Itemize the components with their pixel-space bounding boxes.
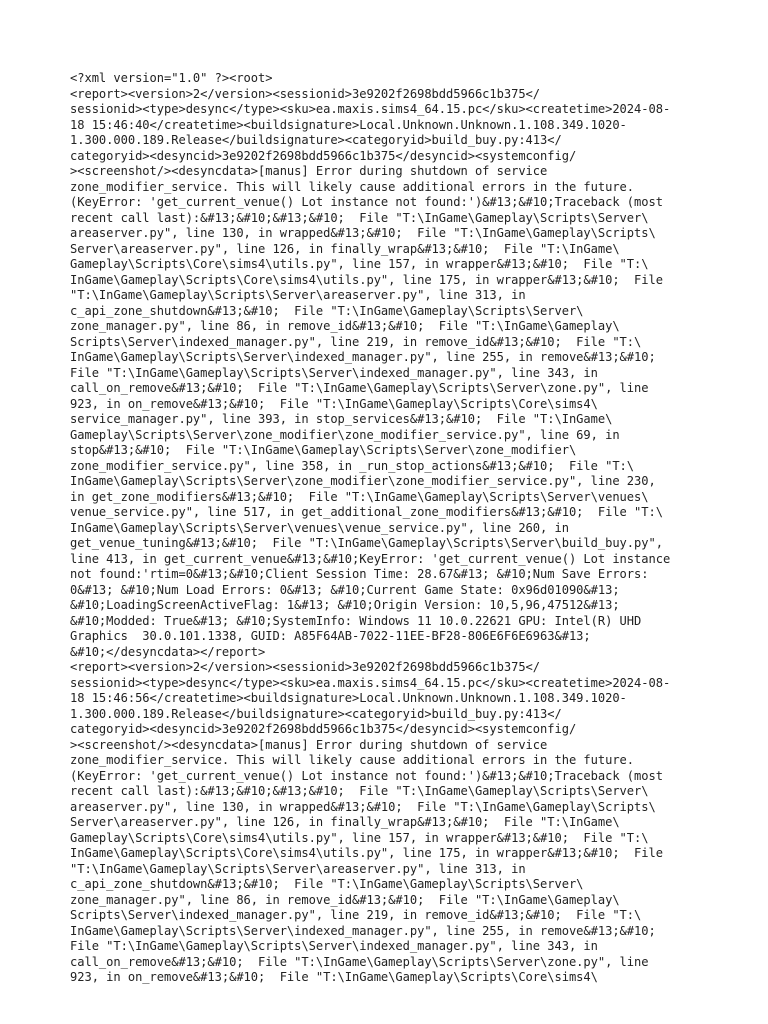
text-line: Server\areaserver.py", line 126, in finally_wrap&#13;&#10; File "T:\InGame\ — [70, 241, 620, 256]
text-line: Gameplay\Scripts\Core\sims4\utils.py", line 157, in wrapper&#13;&#10; File "T:\ — [70, 830, 649, 845]
text-line: Server\areaserver.py", line 126, in finally_wrap&#13;&#10; File "T:\InGame\ — [70, 815, 620, 829]
text-line: (KeyError: 'get_current_venue() Lot instance not found:')&#13;&#10;Traceback (most — [70, 195, 663, 209]
text-line: InGame\Gameplay\Scripts\Core\sims4\utils.py", line 175, in wrapper&#13;&#10; File — [70, 272, 663, 287]
text-line: 1.300.000.189.Release</buildsignature><categoryid>build_buy.py:413</ — [70, 706, 562, 721]
text-line: 923, in on_remove&#13;&#10; File "T:\InGame\Gameplay\Scripts\Core\sims4\ — [70, 970, 598, 984]
text-line: zone_modifier_service. This will likely cause additional errors in the future. — [70, 179, 635, 194]
text-line: InGame\Gameplay\Scripts\Core\sims4\utils.py", line 175, in wrapper&#13;&#10; File — [70, 846, 663, 860]
text-line: Scripts\Server\indexed_manager.py", line 219, in remove_id&#13;&#10; File "T:\ — [70, 908, 642, 922]
text-line: &#10;LoadingScreenActiveFlag: 1&#13; &#10;Origin Version: 10,5,96,47512&#13; — [70, 598, 620, 612]
text-line: InGame\Gameplay\Scripts\Server\venues\venue_service.py", line 260, in — [70, 520, 569, 535]
text-line: ><screenshot/><desyncdata>[manus] Error during shutdown of service — [70, 737, 548, 752]
text-line: c_api_zone_shutdown&#13;&#10; File "T:\InGame\Gameplay\Scripts\Server\ — [70, 303, 584, 318]
text-line: areaserver.py", line 130, in wrapped&#13;&#10; File "T:\InGame\Gameplay\Scripts\ — [70, 226, 656, 240]
text-line: stop&#13;&#10; File "T:\InGame\Gameplay\Scripts\Server\zone_modifier\ — [70, 443, 577, 457]
text-line: InGame\Gameplay\Scripts\Server\zone_modifier\zone_modifier_service.py", line 230, — [70, 474, 656, 488]
text-line: 0&#13; &#10;Num Load Errors: 0&#13; &#10;Current Game State: 0x96d01090&#13; — [70, 582, 620, 597]
document-page — [70, 71, 730, 986]
text-line: "T:\InGame\Gameplay\Scripts\Server\areaserver.py", line 313, in — [70, 861, 526, 876]
text-line: recent call last):&#13;&#10;&#13;&#10; File "T:\InGame\Gameplay\Scripts\Server\ — [70, 784, 649, 798]
text-line: <report><version>2</version><sessionid>3e9202f2698bdd5966c1b375</ — [70, 660, 541, 674]
text-line: <?xml version="1.0" ?><root> — [70, 71, 273, 85]
text-line: sessionid><type>desync</type><sku>ea.maxis.sims4_64.15.pc</sku><createtime>2024-08- — [70, 675, 671, 690]
text-line: (KeyError: 'get_current_venue() Lot instance not found:')&#13;&#10;Traceback (most — [70, 768, 663, 783]
text-line: call_on_remove&#13;&#10; File "T:\InGame\Gameplay\Scripts\Server\zone.py", line — [70, 381, 649, 395]
text-line: zone_manager.py", line 86, in remove_id&#13;&#10; File "T:\InGame\Gameplay\ — [70, 892, 620, 907]
text-line: Gameplay\Scripts\Core\sims4\utils.py", line 157, in wrapper&#13;&#10; File "T:\ — [70, 257, 649, 271]
text-line: Scripts\Server\indexed_manager.py", line 219, in remove_id&#13;&#10; File "T:\ — [70, 334, 642, 349]
text-line: 923, in on_remove&#13;&#10; File "T:\InGame\Gameplay\Scripts\Core\sims4\ — [70, 396, 598, 411]
text-line: not found:'rtim=0&#13;&#10;Client Session Time: 28.67&#13; &#10;Num Save Errors: — [70, 567, 649, 581]
text-line: categoryid><desyncid>3e9202f2698bdd5966c1b375</desyncid><systemconfig/ — [70, 148, 577, 163]
text-line: zone_modifier_service. This will likely cause additional errors in the future. — [70, 753, 635, 767]
text-line: zone_modifier_service.py", line 358, in _run_stop_actions&#13;&#10; File "T:\ — [70, 458, 635, 473]
text-line: Gameplay\Scripts\Server\zone_modifier\zone_modifier_service.py", line 69, in — [70, 427, 620, 442]
text-line: recent call last):&#13;&#10;&#13;&#10; File "T:\InGame\Gameplay\Scripts\Server\ — [70, 210, 649, 225]
text-line: venue_service.py", line 517, in get_additional_zone_modifiers&#13;&#10; File "T:\ — [70, 505, 663, 519]
text-line: "T:\InGame\Gameplay\Scripts\Server\areaserver.py", line 313, in — [70, 288, 526, 302]
text-line: get_venue_tuning&#13;&#10; File "T:\InGame\Gameplay\Scripts\Server\build_buy.py", — [70, 536, 663, 550]
text-line: areaserver.py", line 130, in wrapped&#13;&#10; File "T:\InGame\Gameplay\Scripts\ — [70, 799, 656, 814]
text-line: InGame\Gameplay\Scripts\Server\indexed_manager.py", line 255, in remove&#13;&#10; — [70, 350, 656, 364]
text-line: line 413, in get_current_venue&#13;&#10;KeyError: 'get_current_venue() Lot instance — [70, 551, 671, 566]
text-line: 18 15:46:56</createtime><buildsignature>Local.Unknown.Unknown.1.108.349.1020- — [70, 691, 627, 705]
text-line: File "T:\InGame\Gameplay\Scripts\Server\indexed_manager.py", line 343, in — [70, 365, 598, 380]
text-line: zone_manager.py", line 86, in remove_id&#13;&#10; File "T:\InGame\Gameplay\ — [70, 319, 620, 333]
text-line: call_on_remove&#13;&#10; File "T:\InGame\Gameplay\Scripts\Server\zone.py", line — [70, 954, 649, 969]
text-line: c_api_zone_shutdown&#13;&#10; File "T:\InGame\Gameplay\Scripts\Server\ — [70, 877, 584, 891]
text-line: File "T:\InGame\Gameplay\Scripts\Server\indexed_manager.py", line 343, in — [70, 939, 598, 953]
text-line: sessionid><type>desync</type><sku>ea.maxis.sims4_64.15.pc</sku><createtime>2024-08- — [70, 102, 671, 116]
text-line: &#10;Modded: True&#13; &#10;SystemInfo: Windows 11 10.0.22621 GPU: Intel(R) UHD — [70, 613, 642, 628]
text-line: service_manager.py", line 393, in stop_services&#13;&#10; File "T:\InGame\ — [70, 412, 613, 426]
text-line: InGame\Gameplay\Scripts\Server\indexed_manager.py", line 255, in remove&#13;&#10; — [70, 923, 656, 938]
text-line: &#10;</desyncdata></report> — [70, 644, 266, 659]
text-line: categoryid><desyncid>3e9202f2698bdd5966c1b375</desyncid><systemconfig/ — [70, 722, 577, 736]
text-line: Graphics 30.0.101.1338, GUID: A85F64AB-7022-11EE-BF28-806E6F6E6963&#13; — [70, 629, 591, 643]
text-line: in get_zone_modifiers&#13;&#10; File "T:\InGame\Gameplay\Scripts\Server\venues\ — [70, 489, 649, 504]
text-line: <report><version>2</version><sessionid>3e9202f2698bdd5966c1b375</ — [70, 86, 541, 101]
text-line: 18 15:46:40</createtime><buildsignature>Local.Unknown.Unknown.1.108.349.1020- — [70, 117, 627, 132]
text-line: 1.300.000.189.Release</buildsignature><categoryid>build_buy.py:413</ — [70, 133, 562, 147]
text-line: ><screenshot/><desyncdata>[manus] Error during shutdown of service — [70, 164, 548, 178]
